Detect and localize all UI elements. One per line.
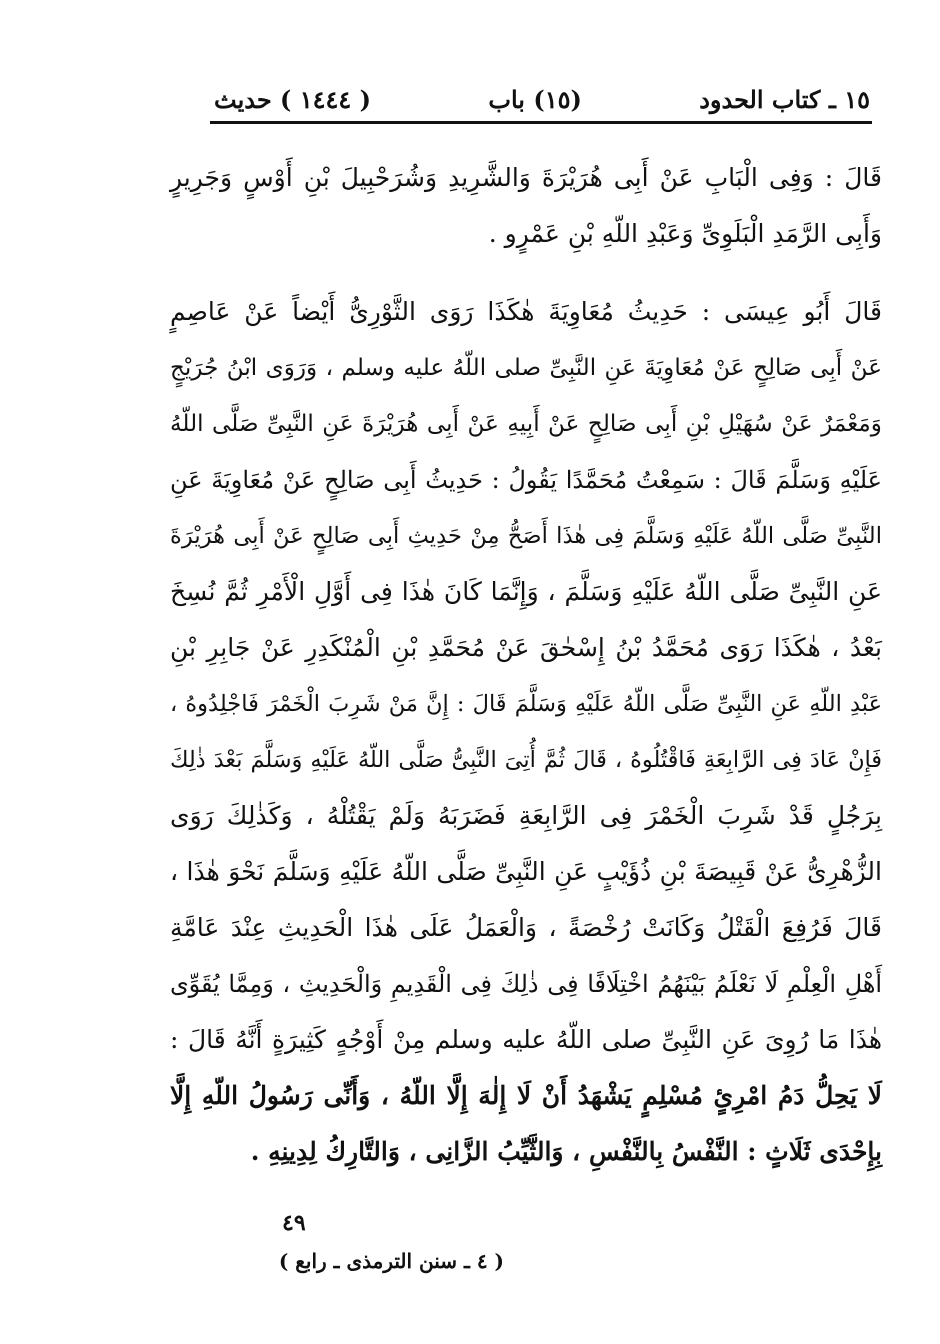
paragraph-1: [170, 150, 882, 262]
text-line: عَبْدِ اللّهِ عَنِ النَّبِىِّ صَلَّى اللّهُ عَلَيْهِ وَسَلَّمَ قَالَ : إِنَّ مَنْ شَرِبَ الْخَمْرَ فَاجْلِدُوهُ ،: [170, 691, 882, 717]
header-hadith-number: ( ١٤٤٤ ) حديث: [214, 84, 372, 114]
text-line: قَالَ أَبُو عِيسَى : حَدِيثُ مُعَاوِيَةَ هٰكَذَا رَوَى الثَّوْرِىُّ أَيْضاً عَنْ عَاصِمٍ: [170, 297, 882, 326]
body-text: [170, 150, 882, 1180]
text-line: لَا يَحِلُّ دَمُ امْرِئٍ مُسْلِمٍ يَشْهَدُ أَنْ لَا إِلٰهَ إِلَّا اللّهُ ، وَأَنِّى رَسُولُ اللّهِ إِلَّا: [170, 1081, 882, 1110]
text-line: قَالَ : وَفِى الْبَابِ عَنْ أَبِى هُرَيْرَةَ وَالشَّرِيدِ وَشُرَحْبِيلَ بْنِ أَوْسٍ وَجَرِيرٍ: [170, 163, 882, 192]
paragraph-2: [170, 284, 882, 1180]
text-line: الزُّهْرِىُّ عَنْ قَبِيصَةَ بْنِ ذُؤَيْبٍ عَنِ النَّبِىِّ صَلَّى اللّهُ عَلَيْهِ وَسَلَّمَ نَحْوَ هٰذَا ،: [170, 857, 882, 886]
text-line: وَمَعْمَرٌ عَنْ سُهَيْلِ بْنِ أَبِى صَالِحٍ عَنْ أَبِيهِ عَنْ أَبِى هُرَيْرَةَ عَنِ النَّبِىِّ صَلَّى اللّهُ: [170, 410, 882, 437]
text-line: أَهْلِ الْعِلْمِ لَا نَعْلَمُ بَيْنَهُمُ اخْتِلَافًا فِى ذٰلِكَ فِى الْقَدِيمِ وَالْحَدِيثِ ، وَمِمَّا يُقَوِّى: [170, 970, 882, 998]
page-number: ٤٩: [282, 1210, 306, 1236]
text-line: بَعْدُ ، هٰكَذَا رَوَى مُحَمَّدُ بْنُ إِسْحٰقَ عَنْ مُحَمَّدِ بْنِ الْمُنْكَدِرِ عَنْ جَابِرِ بْنِ: [170, 633, 882, 662]
text-line: بِإِحْدَى ثَلَاثٍ : النَّفْسُ بِالنَّفْسِ ، وَالثَّيِّبُ الزَّانِى ، وَالتَّارِكُ لِدِينِهِ .: [250, 1137, 882, 1166]
text-line: فَإِنْ عَادَ فِى الرَّابِعَةِ فَاقْتُلُوهُ ، قَالَ ثُمَّ أُتِىَ النَّبِىُّ صَلَّى اللّهُ عَلَيْهِ وَسَلَّمَ بَعْدَ ذٰلِكَ: [170, 747, 882, 773]
text-line: عَلَيْهِ وَسَلَّمَ قَالَ : سَمِعْتُ مُحَمَّدًا يَقُولُ : حَدِيثُ أَبِى صَالِحٍ عَنْ مُعَاوِيَةَ عَنِ: [170, 466, 882, 494]
text-line: هٰذَا مَا رُوِىَ عَنِ النَّبِىِّ صلى اللّهُ عليه وسلم مِنْ أَوْجُهٍ كَثِيرَةٍ أَنَّهُ قَالَ :: [170, 1025, 882, 1054]
text-line: قَالَ فَرُفِعَ الْقَتْلُ وَكَانَتْ رُخْصَةً ، وَالْعَمَلُ عَلَى هٰذَا الْحَدِيثِ عِنْدَ عَامَّةِ: [170, 913, 882, 942]
running-header: [214, 78, 870, 120]
volume-note: ( ٤ ـ سنن الترمذى ـ رابع ): [278, 1249, 504, 1273]
text-line: وَأَبِى الرَّمَدِ الْبَلَوِىِّ وَعَبْدِ اللّهِ بْنِ عَمْرٍو .: [488, 219, 882, 248]
text-line: عَنْ أَبِى صَالِحٍ عَنْ مُعَاوِيَةَ عَنِ النَّبِىِّ صلى اللّهُ عليه وسلم ، وَرَوَى ابْنُ جُرَيْجٍ: [170, 355, 882, 381]
text-line: النَّبِىِّ صَلَّى اللّهُ عَلَيْهِ وَسَلَّمَ فِى هٰذَا أَصَحُّ مِنْ حَدِيثِ أَبِى صَالِحٍ عَنْ أَبِى هُرَيْرَةَ: [170, 523, 882, 549]
header-book-title: ١٥ ـ كتاب الحدود: [699, 84, 870, 114]
text-line: عَنِ النَّبِىِّ صَلَّى اللّهُ عَلَيْهِ وَسَلَّمَ ، وَإِنَّمَا كَانَ هٰذَا فِى أَوَّلِ الْأَمْرِ ثُمَّ نُسِخَ: [170, 577, 882, 606]
text-line: بِرَجُلٍ قَدْ شَرِبَ الْخَمْرَ فِى الرَّابِعَةِ فَضَرَبَهُ وَلَمْ يَقْتُلْهُ ، وَكَذٰلِكَ رَوَى: [170, 801, 882, 830]
page-footer: [274, 1208, 504, 1278]
header-chapter: (١٥) باب: [488, 84, 582, 114]
header-rule: [210, 121, 872, 124]
